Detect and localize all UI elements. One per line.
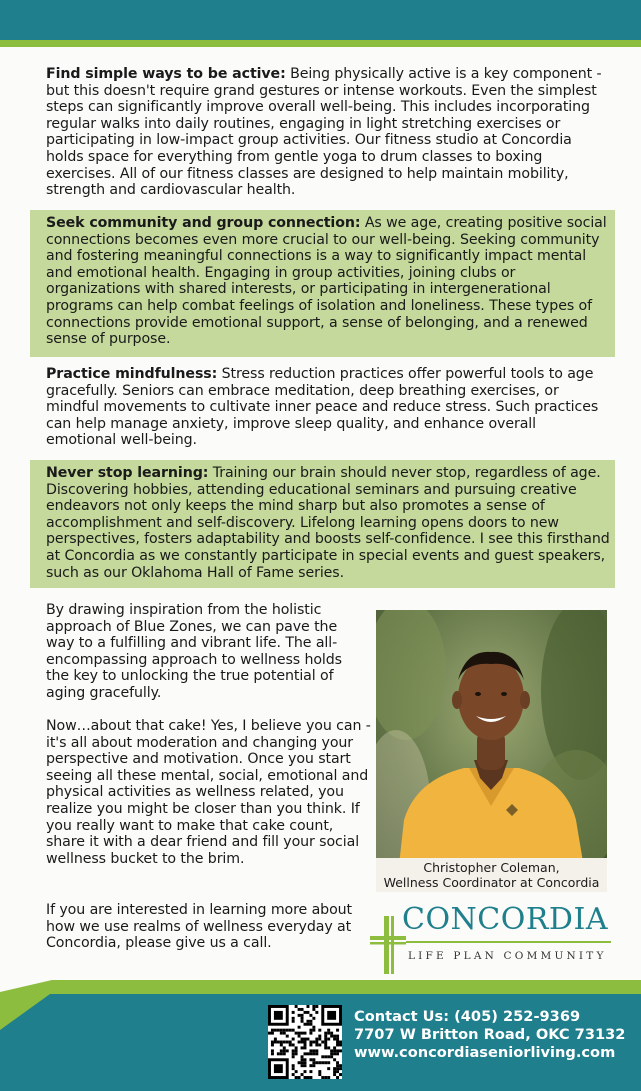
photo-caption [376, 858, 607, 892]
learning-body: Training our brain should never stop, regardless of age. Discovering hobbies, attending educational seminars and pursuing creative endeavors not only keeps the mind sharp but also promotes a sense of accomplishment and self-discovery. Lifelong learning opens doors to new perspectives, fosters adaptability and boosts self-confidence. I see this firsthand at Concordia as we constantly participate in special events and guest speakers, such as our Oklahoma Hall of Fame series. [46, 465, 610, 581]
community-body: As we age, creating positive social connections becomes even more crucial to our well-being. Seeking community and fostering meaningful connections is a way to significantly impact mental and emotional health. Engaging in group activities, joining clubs or organizations with shared interests, or participating in intergenerational programs can help combat feelings of isolation and loneliness. These types of connections provide emotional support, a sense of belonging, and a renewed sense of purpose. [46, 215, 607, 348]
mindfulness-heading: Practice mindfulness: [46, 366, 218, 382]
logo-divider [406, 941, 611, 943]
blue-zones-paragraph: By drawing inspiration from the holistic approach of Blue Zones, we can pave the way to a fulfilling and vibrant life. The all-encompassing approach to wellness holds the key to unlocking the true potential of aging gracefully. [46, 602, 342, 701]
active-body: Being physically active is a key component - but this doesn't require grand gestures or intense workouts. Even the simplest steps can significantly improve overall well-being. This includes incorporating regular walks into daily routines, engaging in light stretching exercises or participating in low-impact group activities. Our fitness studio at Concordia holds space for everything from gentle yoga to drum classes to boxing exercises. All of our fitness classes are designed to help maintain mobility, strength and cardiovascular health. [46, 66, 602, 199]
mindfulness-body: Stress reduction practices offer powerful tools to age gracefully. Seniors can embrace meditation, deep breathing exercises, or mindful movements to cultivate inner peace and reduce stress. Such practices can help manage anxiety, improve sleep quality, and enhance overall emotional well-being. [46, 366, 599, 449]
contact-website[interactable]: www.concordiaseniorliving.com [354, 1044, 616, 1061]
cake-paragraph: Now…about that cake! Yes, I believe you can - it's all about moderation and changing your perspective and motivation. Once you start seeing all these mental, social, emotional and physical activities as wellness related, you realize you might be closer than you think. If you really want to make that cake count, share it with a dear friend and fill your social wellness bucket to the brim. [46, 718, 371, 867]
active-section [46, 66, 608, 199]
logo-name: CONCORDIA [402, 902, 609, 937]
caption-name: Christopher Coleman, [423, 860, 560, 875]
portrait-photo [376, 610, 607, 892]
closing-paragraph: If you are interested in learning more about how we use realms of wellness everyday at Concordia, please give us a call. [46, 902, 353, 952]
community-heading: Seek community and group connection: [46, 215, 361, 231]
logo-tagline: LIFE PLAN COMMUNITY [408, 950, 607, 962]
community-section [46, 215, 611, 348]
mindfulness-section [46, 366, 608, 449]
top-accent-stripe [0, 40, 641, 47]
concordia-logo [370, 900, 620, 970]
qr-code-icon[interactable] [268, 1005, 342, 1079]
contact-phone[interactable]: Contact Us: (405) 252-9369 [354, 1008, 581, 1025]
caption-title: Wellness Coordinator at Concordia [383, 875, 600, 890]
top-banner [0, 0, 641, 40]
portrait-illustration [376, 610, 607, 892]
learning-heading: Never stop learning: [46, 465, 209, 481]
active-heading: Find simple ways to be active: [46, 66, 286, 82]
learning-section [46, 465, 611, 581]
contact-block [354, 1008, 634, 1062]
contact-address: 7707 W Britton Road, OKC 73132 [354, 1026, 626, 1043]
